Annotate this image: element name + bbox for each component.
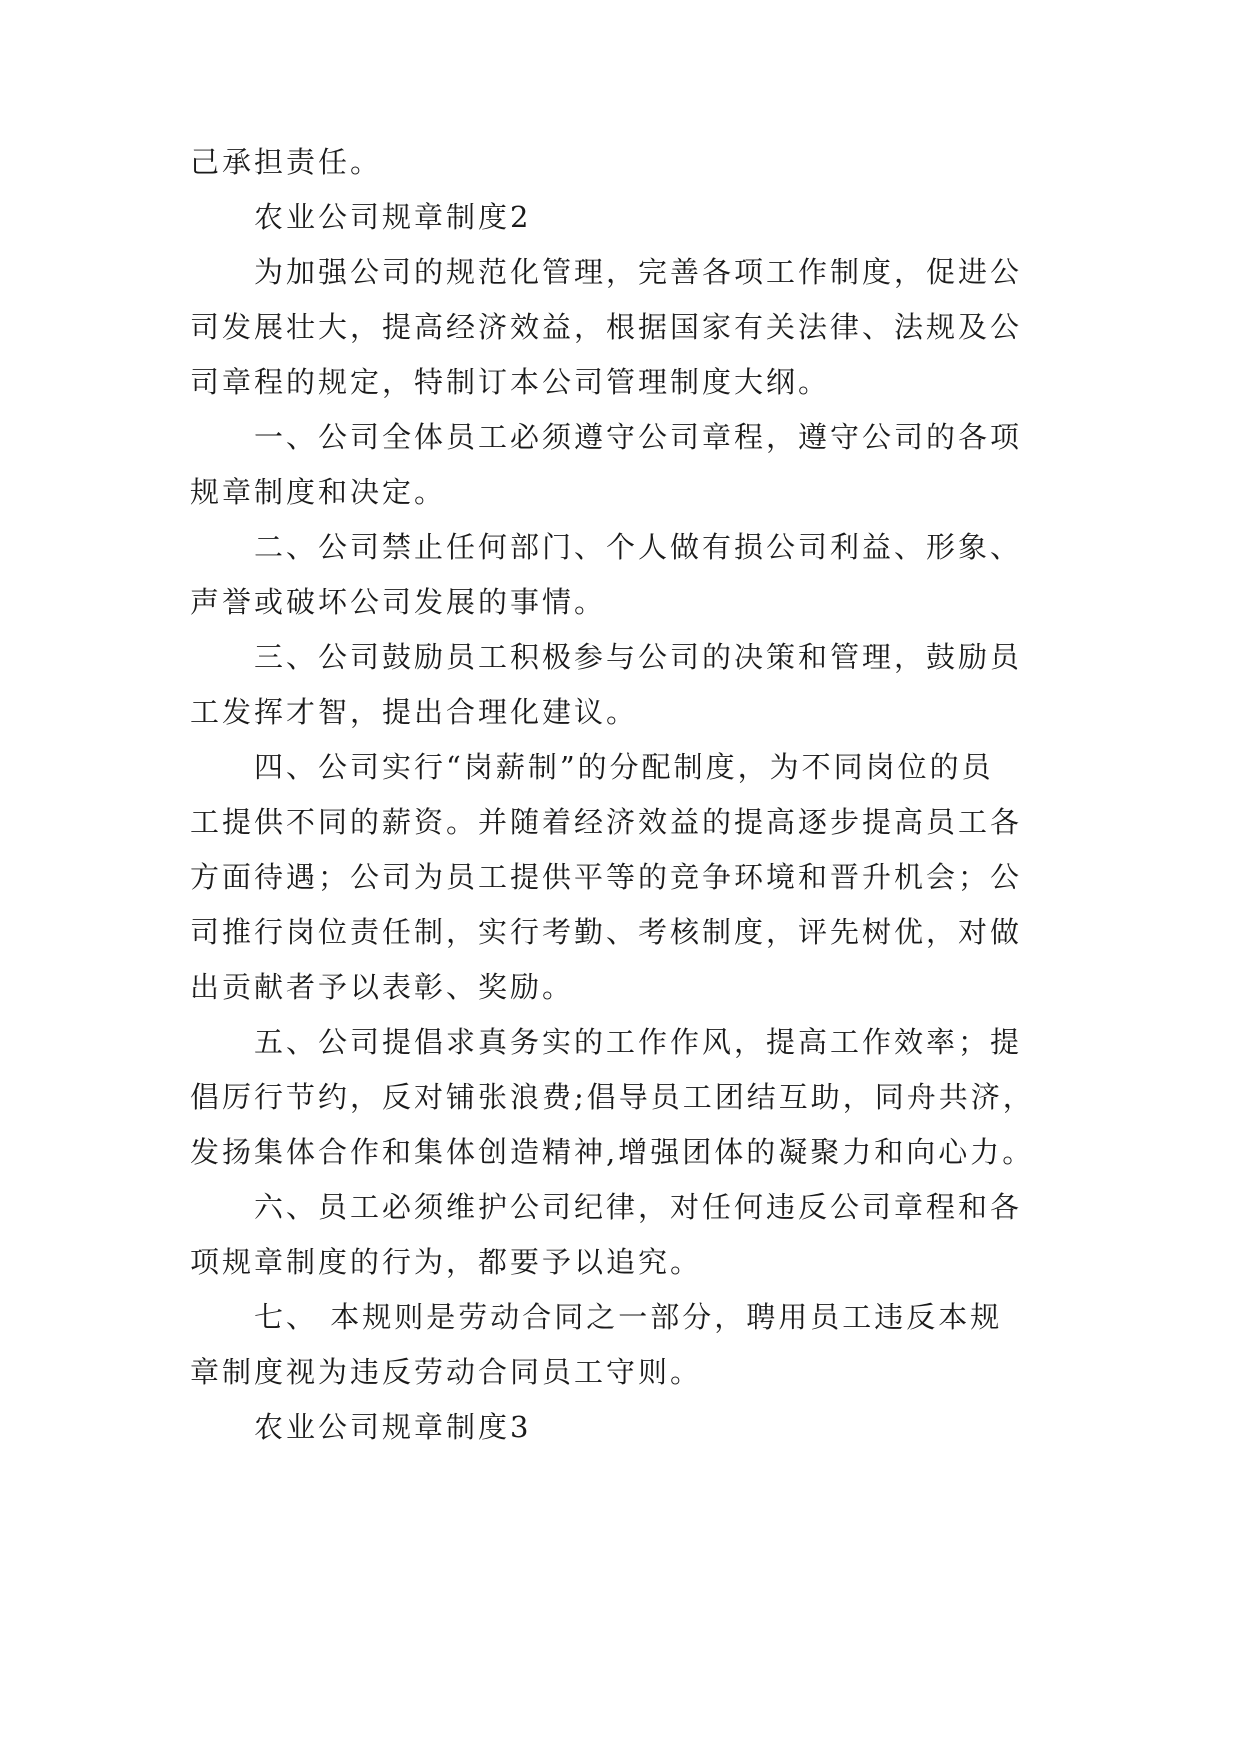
text-line: 工提供不同的薪资。并随着经济效益的提高逐步提高员工各 [190, 805, 1023, 839]
text-line: 倡厉行节约，反对铺张浪费;倡导员工团结互助，同舟共济， [190, 1080, 1035, 1114]
text-line: 五、公司提倡求真务实的工作作风，提高工作效率；提 [254, 1025, 1023, 1059]
text-line: 七、 本规则是劳动合同之一部分，聘用员工违反本规 [254, 1300, 1003, 1334]
text-line: 工发挥才智，提出合理化建议。 [190, 695, 639, 729]
text-line: 三、公司鼓励员工积极参与公司的决策和管理，鼓励员 [254, 640, 1023, 674]
text-line: 为加强公司的规范化管理，完善各项工作制度，促进公 [254, 255, 1023, 289]
document-page [190, 135, 1050, 1455]
text-line: 二、公司禁止任何部门、个人做有损公司利益、形象、 [254, 530, 1023, 564]
text-line: 方面待遇；公司为员工提供平等的竞争环境和晋升机会；公 [190, 860, 1023, 894]
text-line: 司推行岗位责任制，实行考勤、考核制度，评先树优，对做 [190, 915, 1023, 949]
text-line: 司发展壮大，提高经济效益，根据国家有关法律、法规及公 [190, 310, 1023, 344]
text-line: 己承担责任。 [190, 145, 383, 179]
text-line: 四、公司实行“岗薪制”的分配制度，为不同岗位的员 [254, 750, 994, 784]
text-line: 出贡献者予以表彰、奖励。 [190, 970, 575, 1004]
text-line: 司章程的规定，特制订本公司管理制度大纲。 [190, 365, 831, 399]
section-heading: 农业公司规章制度3 [254, 1410, 532, 1444]
text-line: 发扬集体合作和集体创造精神,增强团体的凝聚力和向心力。 [190, 1135, 1035, 1169]
text-line: 章制度视为违反劳动合同员工守则。 [190, 1355, 703, 1389]
text-line: 声誉或破坏公司发展的事情。 [190, 585, 607, 619]
text-line: 六、员工必须维护公司纪律，对任何违反公司章程和各 [254, 1190, 1023, 1224]
text-line: 项规章制度的行为，都要予以追究。 [190, 1245, 703, 1279]
text-line: 规章制度和决定。 [190, 475, 447, 509]
text-line: 一、公司全体员工必须遵守公司章程，遵守公司的各项 [254, 420, 1023, 454]
section-heading: 农业公司规章制度2 [254, 200, 532, 234]
